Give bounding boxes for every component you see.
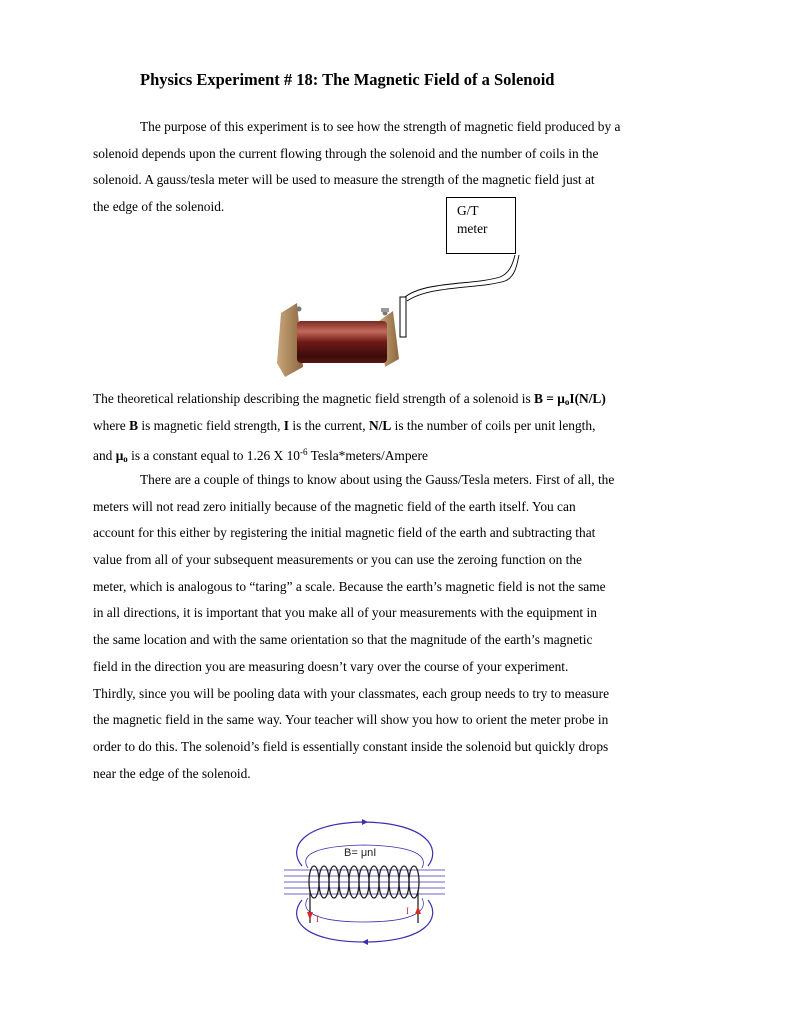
meter-label-line1: G/T	[457, 203, 479, 218]
text-line	[93, 413, 703, 440]
arrow-icon	[362, 819, 368, 825]
current-label-right: I	[406, 906, 409, 916]
text-line: in all directions, it is important that you make all of your measurements with the equipment in	[93, 605, 597, 621]
term-mu-subscript: o	[123, 454, 128, 465]
arrow-icon	[362, 939, 368, 945]
theory-text: and	[93, 448, 116, 464]
meter-label-line2: meter	[457, 221, 488, 236]
text-line: meter, which is analogous to “taring” a scale. Because the earth’s magnetic field is not the same	[93, 578, 606, 594]
text-line: solenoid. A gauss/tesla meter will be used to measure the strength of the magnetic field just at	[93, 172, 595, 188]
current-arrow-down-icon	[307, 912, 313, 920]
text-line: The purpose of this experiment is to see how the strength of magnetic field produced by a	[140, 119, 621, 134]
theory-text: Tesla*meters/Ampere	[307, 448, 428, 464]
probe-wire	[407, 255, 519, 301]
theory-text: is a constant equal to 1.26 X 10	[127, 448, 300, 464]
theory-text: is magnetic field strength,	[138, 417, 284, 433]
current-label-left: I	[316, 914, 319, 924]
copper-coil	[297, 321, 387, 363]
text-line: the same location and with the same orientation so that the magnitude of the earth’s magnetic	[93, 632, 593, 648]
text-line: near the edge of the solenoid.	[93, 765, 251, 781]
term-b: B	[129, 417, 138, 433]
text-line: There are a couple of things to know about using the Gauss/Tesla meters. First of all, the	[140, 472, 615, 487]
text-line: field in the direction you are measuring doesn’t vary over the course of your experiment.	[93, 658, 569, 674]
text-line: the edge of the solenoid.	[93, 199, 225, 215]
theory-paragraph	[93, 386, 703, 466]
notes-paragraph	[93, 467, 703, 787]
text-line: the magnetic field in the same way. Your teacher will show you how to orient the meter probe in	[93, 712, 609, 728]
text-line: order to do this. The solenoid’s field is essentially constant inside the solenoid but quickly drops	[93, 738, 609, 754]
formula	[534, 391, 606, 406]
text-line	[93, 439, 703, 466]
text-line	[93, 386, 703, 413]
current-arrow-up-icon	[415, 906, 421, 914]
gauss-tesla-meter-box	[446, 197, 516, 254]
term-mu	[116, 448, 128, 463]
theory-text: The theoretical relationship describing the magnetic field strength of a solenoid is	[93, 391, 535, 406]
text-line: meters will not read zero initially because of the magnetic field of the earth itself. You can	[93, 498, 576, 514]
page-title: Physics Experiment # 18: The Magnetic Field of a Solenoid	[140, 70, 555, 89]
terminal-icon	[297, 307, 302, 312]
text-line: solenoid depends upon the current flowing through the solenoid and the number of coils in the	[93, 145, 599, 161]
field-formula: B= μnI	[344, 847, 377, 859]
field-line	[297, 822, 433, 866]
theory-text: where	[93, 417, 130, 433]
exponent: -6	[299, 447, 308, 458]
text-line: account for this either by registering the initial magnetic field of the earth and subtracting that	[93, 525, 596, 541]
text-line: Thirdly, since you will be pooling data with your classmates, each group needs to try to measure	[93, 685, 610, 701]
theory-text: is the current,	[289, 417, 369, 433]
formula-part: I(N/L)	[569, 391, 606, 406]
term-nl: N/L	[368, 417, 392, 433]
formula-subscript: o	[564, 397, 570, 407]
intro-paragraph	[93, 114, 703, 221]
term-i: I	[283, 417, 289, 433]
term-mu-symbol: μ	[115, 448, 124, 464]
solenoid-field-diagram	[282, 818, 447, 946]
theory-text: is the number of coils per unit length,	[391, 417, 596, 433]
text-line: value from all of your subsequent measurements or you can use the zeroing function on the	[93, 552, 582, 568]
meter-probe	[400, 297, 406, 337]
probe-wire	[405, 255, 515, 297]
solenoid-photo	[275, 255, 535, 380]
formula-part: B = μ	[534, 391, 565, 406]
